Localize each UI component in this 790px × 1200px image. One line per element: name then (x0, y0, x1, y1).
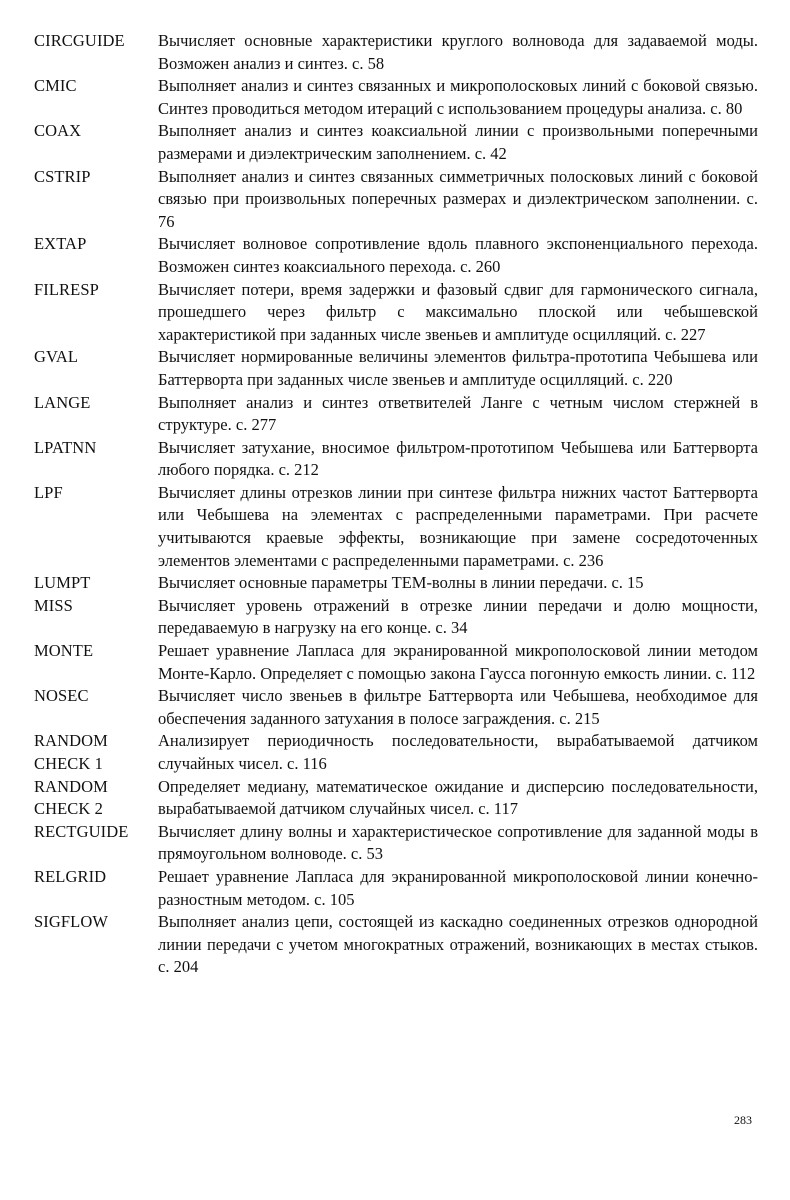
program-entry (34, 30, 758, 75)
program-name-line: CSTRIP (34, 166, 91, 186)
program-name-line: RANDOM (34, 731, 108, 751)
program-name (34, 640, 158, 663)
program-description: Вычисляет основные характеристики круглого волновода для задаваемой моды. Возможен анализ и синтез. с. 58 (158, 31, 758, 73)
program-name (34, 482, 158, 505)
program-entry (34, 866, 758, 911)
program-name (34, 233, 158, 256)
program-description: Выполняет анализ цепи, состоящей из каскадно соединенных отрезков однородной линии передачи с учетом многократных отражений, возникающих в местах стыков. с. 204 (158, 912, 758, 977)
program-name-line: COAX (34, 121, 82, 141)
program-name-line: LPATNN (34, 437, 97, 457)
program-description: Вычисляет нормированные величины элементов фильтра-прототипа Чебышева или Баттерворта при заданных числе звеньев и амплитуде осцилляций. с. 220 (158, 347, 758, 389)
program-entry (34, 75, 758, 120)
program-description: Вычисляет волновое сопротивление вдоль плавного экспоненциального перехода. Возможен синтез коаксиального перехода. с. 260 (158, 234, 758, 276)
program-entry (34, 166, 758, 234)
program-name-line: RANDOM (34, 776, 108, 796)
program-entry (34, 392, 758, 437)
program-description: Выполняет анализ и синтез коаксиальной линии с произвольными поперечными размерами и диэлектрическим заполнением. с. 42 (158, 121, 758, 163)
program-name-line: SIGFLOW (34, 912, 109, 932)
program-entry (34, 437, 758, 482)
program-name (34, 866, 158, 889)
program-name (34, 776, 158, 821)
program-description: Определяет медиану, математическое ожидание и дисперсию последовательности, вырабатываемой датчиком случайных чисел. с. 117 (158, 776, 758, 819)
program-name (34, 595, 158, 618)
program-entry (34, 233, 758, 278)
program-description: Вычисляет уровень отражений в отрезке линии передачи и долю мощности, передаваемую в нагрузку на его конце. с. 34 (158, 595, 758, 638)
program-entry (34, 911, 758, 979)
program-description: Вычисляет затухание, вносимое фильтром-прототипом Чебышева или Баттерворта любого порядка. с. 212 (158, 437, 758, 480)
program-description: Вычисляет длины отрезков линии при синтезе фильтра нижних частот Баттерворта или Чебышева на элементах с распределенными параметрами. При расчете учитываются краевые эффекты, возникающие при замене сосредоточенных элементов элементами с распределенными параметрами. с. 236 (158, 482, 758, 570)
program-name-line: MONTE (34, 641, 94, 661)
program-entry (34, 482, 758, 572)
program-name (34, 279, 158, 302)
program-name (34, 30, 158, 53)
program-entry (34, 730, 758, 775)
program-name (34, 821, 158, 844)
program-name (34, 346, 158, 369)
program-name-line: CIRCGUIDE (34, 31, 125, 50)
program-entry (34, 279, 758, 347)
program-name-line: EXTAP (34, 234, 87, 254)
program-name (34, 437, 158, 460)
program-description: Выполняет анализ и синтез связанных симметричных полосковых линий с боковой связью при произвольных поперечных размерах и диэлектрическом заполнении. с. 76 (158, 166, 758, 231)
program-entry (34, 346, 758, 391)
program-name (34, 572, 158, 595)
program-name-line: CHECK 1 (34, 754, 103, 773)
program-entry (34, 595, 758, 640)
program-description: Выполняет анализ и синтез ответвителей Ланге с четным числом стержней в структуре. с. 277 (158, 392, 758, 435)
program-name-line: NOSEC (34, 686, 89, 706)
program-name-line: RELGRID (34, 866, 107, 886)
program-name-line: MISS (34, 595, 73, 615)
program-description: Выполняет анализ и синтез связанных и микрополосковых линий с боковой связью. Синтез проводиться методом итераций с использованием процедуры анализа. с. 80 (158, 76, 758, 118)
program-name-line: LANGE (34, 392, 91, 412)
program-name (34, 166, 158, 189)
program-description: Решает уравнение Лапласа для экранированной микрополосковой линии конечно-разностным методом. с. 105 (158, 866, 758, 909)
program-description: Вычисляет длину волны и характеристическое сопротивление для заданной моды в прямоугольном волноводе. с. 53 (158, 821, 758, 864)
program-name (34, 75, 158, 98)
program-entry (34, 776, 758, 821)
program-description: Вычисляет основные параметры ТЕМ-волны в линии передачи. с. 15 (158, 573, 644, 593)
program-name (34, 911, 158, 934)
program-entry (34, 640, 758, 685)
program-name-line: CHECK 2 (34, 799, 103, 819)
program-description: Вычисляет потери, время задержки и фазовый сдвиг для гармонического сигнала, прошедшего через фильтр с максимально плоской или чебышевской характеристикой при заданных числе звеньев и амплитуде осцилляций. с. 227 (158, 279, 758, 344)
program-name (34, 120, 158, 143)
program-entry (34, 685, 758, 730)
program-entry (34, 572, 758, 595)
program-name (34, 392, 158, 415)
program-entry (34, 821, 758, 866)
program-description: Анализирует периодичность последовательности, вырабатываемой датчиком случайных чисел. с. 116 (158, 731, 758, 773)
program-description: Решает уравнение Лапласа для экранированной микрополосковой линии методом Монте-Карло. Определяет с помощью закона Гаусса погонную емкость линии. с. 112 (158, 641, 758, 683)
program-name-line: LUMPT (34, 573, 91, 593)
program-name-line: RECTGUIDE (34, 821, 129, 841)
program-name-line: FILRESP (34, 279, 99, 299)
program-name-line: LPF (34, 482, 63, 502)
page-number: 283 (734, 1113, 752, 1127)
program-name-line: CMIC (34, 76, 77, 96)
program-list (34, 30, 758, 979)
program-name (34, 685, 158, 708)
program-description: Вычисляет число звеньев в фильтре Баттерворта или Чебышева, необходимое для обеспечения заданного затухания в полосе заграждения. с. 215 (158, 686, 758, 728)
program-name (34, 730, 158, 775)
program-entry (34, 120, 758, 165)
program-name-line: GVAL (34, 347, 79, 367)
